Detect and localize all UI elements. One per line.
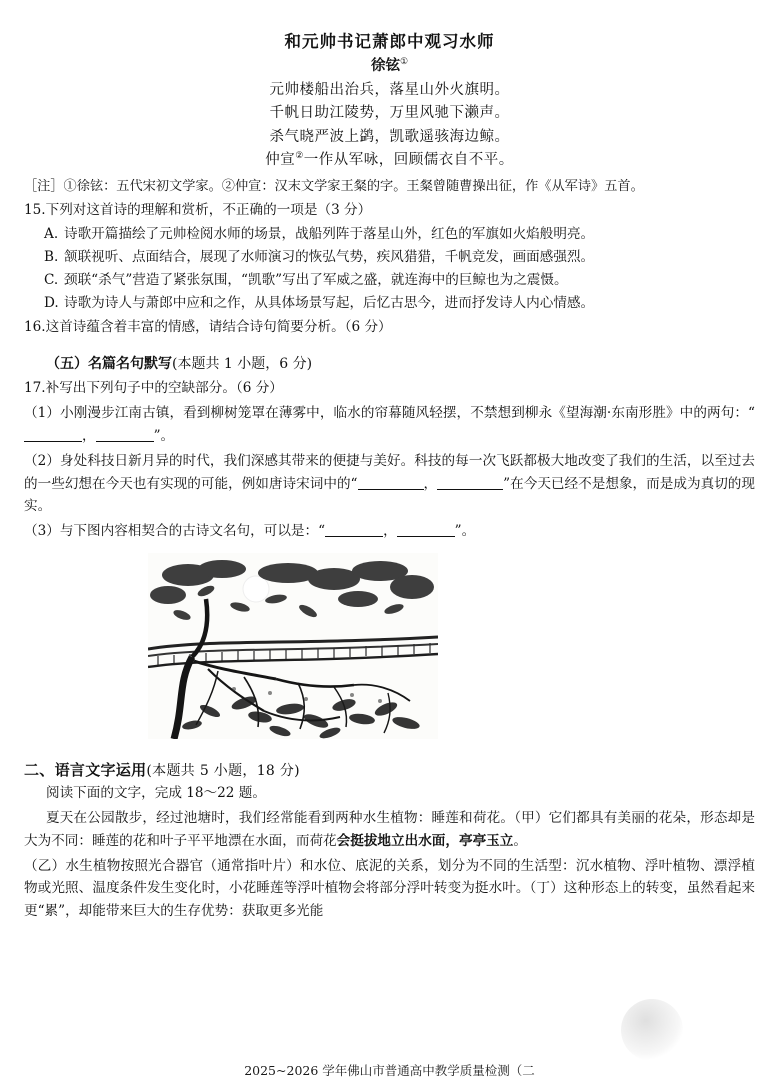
paragraph-1-pre: 夏天在公园散步，经过池塘时，我们经常能看到两种水生植物：睡莲和荷花。（甲）它们都具有美丽的花朵，形态却是大为不同：睡莲的花和叶子平平地漂在水面，而荷花 xyxy=(24,809,755,849)
question-17-item-3 xyxy=(24,520,755,543)
option-label: D. xyxy=(44,295,59,312)
ink-painting-illustration xyxy=(148,553,438,739)
poem-footnote: ［注］①徐铉：五代宋初文学家。②仲宣：汉末文学家王粲的字。王粲曾随曹操出征，作《从军诗》五首。 xyxy=(24,178,644,194)
section-2-title: 语言文字运用 xyxy=(54,761,147,780)
question-15-option-a[interactable] xyxy=(24,223,755,245)
section-2-number: 二、 xyxy=(24,761,55,780)
question-17-stem: 17.补写出下列句子中的空缺部分。（6 分） xyxy=(24,380,283,397)
poem-line-4-text: 仲宣②一作从军咏，回顾儒衣自不平。 xyxy=(265,151,514,169)
section-2-lead: 阅读下面的文字，完成 18～22 题。 xyxy=(46,785,266,802)
question-16-stem: 16.这首诗蕴含着丰富的情感，请结合诗句简要分析。（6 分） xyxy=(24,319,392,336)
option-text: 诗歌为诗人与萧郎中应和之作，从具体场景写起，后忆古思今，进而抒发诗人内心情感。 xyxy=(64,295,595,312)
option-label: B. xyxy=(44,249,59,266)
option-text: 颔联视听、点面结合，展现了水师演习的恢弘气势，疾风猎猎，千帆竞发，画面感强烈。 xyxy=(64,249,595,266)
option-text: 诗歌开篇描绘了元帅检阅水师的场景，战船列阵于落星山外，红色的军旗如火焰般明亮。 xyxy=(64,226,595,243)
section-2-paragraph-2 xyxy=(24,855,755,923)
item-1-mid: ， xyxy=(82,428,96,444)
poem-title: 和元帅书记萧郎中观习水师 xyxy=(284,32,495,51)
section-5-heading xyxy=(24,353,755,375)
answer-blank[interactable] xyxy=(96,428,154,442)
option-text: 颈联“杀气”营造了紧张氛围，“凯歌”写出了军威之盛，就连海中的巨鲸也为之震慑。 xyxy=(64,272,568,289)
figure-container xyxy=(24,553,755,743)
answer-blank[interactable] xyxy=(437,476,503,490)
poem-line-1: 元帅楼船出治兵，落星山外火旗明。 xyxy=(269,82,510,98)
item-1-suffix: ”。 xyxy=(153,428,175,444)
section-5-title: （五）名篇名句默写 xyxy=(46,355,172,372)
paragraph-2-pre: （乙）水生植物按照光合器官（通常指叶片）和水位、底泥的关系，划分为不同的生活型：沉水植物、浮叶植物、漂浮植物或光照、温度条件发生变化时，小花睡莲等浮叶植物会将部分浮叶转变为挺水叶。（丁）这种形态上的转变，虽然看起来更“累”，却能带来巨大的生存优势：获取更多光能 xyxy=(24,857,755,920)
option-label: C. xyxy=(44,272,59,289)
section-5-meta: (本题共 1 小题，6 分) xyxy=(172,355,313,372)
item-1-prefix: （1）小刚漫步江南古镇，看到柳树笼罩在薄雾中，临水的帘幕随风轻摆，不禁想到柳永《望海潮·东南形胜》中的两句：“ xyxy=(24,405,755,422)
answer-blank[interactable] xyxy=(24,428,82,442)
answer-blank[interactable] xyxy=(397,523,455,537)
item-3-prefix: （3）与下图内容相契合的古诗文名句，可以是：“ xyxy=(24,523,326,540)
question-15-option-c[interactable] xyxy=(24,269,755,291)
item-2-suffix: ”在今天已经不是想象，而是成为真切的现实。 xyxy=(24,475,756,515)
poem-line-4-footnote-marker: ② xyxy=(295,151,304,162)
poem-author-footnote-marker: ① xyxy=(399,57,409,68)
option-label: A. xyxy=(44,226,59,243)
item-2-mid: ， xyxy=(423,475,438,492)
poem-line-3: 杀气晓严波上鹢，凯歌遥骇海边鲸。 xyxy=(269,128,510,145)
section-2-heading xyxy=(24,759,755,780)
question-15-stem: 15.下列对这首诗的理解和赏析，不正确的一项是（3 分） xyxy=(24,202,372,219)
page-footer: 2025~2026 学年佛山市普通高中教学质量检测（二 xyxy=(244,1063,535,1078)
poem-line-2: 千帆日助江陵势，万里风驰下濑声。 xyxy=(269,105,510,122)
poem-author-name: 徐铉 xyxy=(370,57,400,74)
page-bottom-fade xyxy=(0,1045,779,1061)
poem-author xyxy=(24,54,755,75)
item-2-prefix: （2）身处科技日新月异的时代，我们深感其带来的便捷与美好。科技的每一次飞跃都极大地改变了我们的生活，以至过去的一些幻想在今天也有实现的可能，例如唐诗宋词中的“ xyxy=(24,452,755,492)
ink-painting-svg xyxy=(148,553,438,739)
poem-line-4 xyxy=(24,149,755,172)
item-3-suffix: ”。 xyxy=(454,523,476,540)
answer-blank[interactable] xyxy=(358,476,424,490)
question-15-option-d[interactable] xyxy=(24,292,755,314)
question-17-item-2 xyxy=(24,450,755,518)
question-17-item-1 xyxy=(24,402,755,448)
paragraph-1-post: 。 xyxy=(513,832,527,849)
item-3-mid: ， xyxy=(383,523,397,540)
answer-blank[interactable] xyxy=(325,523,383,537)
question-15-option-b[interactable] xyxy=(24,246,755,268)
section-2-paragraph-1 xyxy=(24,807,755,853)
paragraph-1-bold: 会挺拔地立出水面，亭亭玉立 xyxy=(336,832,514,849)
section-2-meta: (本题共 5 小题，18 分) xyxy=(146,763,300,780)
watermark-blur xyxy=(621,999,683,1061)
